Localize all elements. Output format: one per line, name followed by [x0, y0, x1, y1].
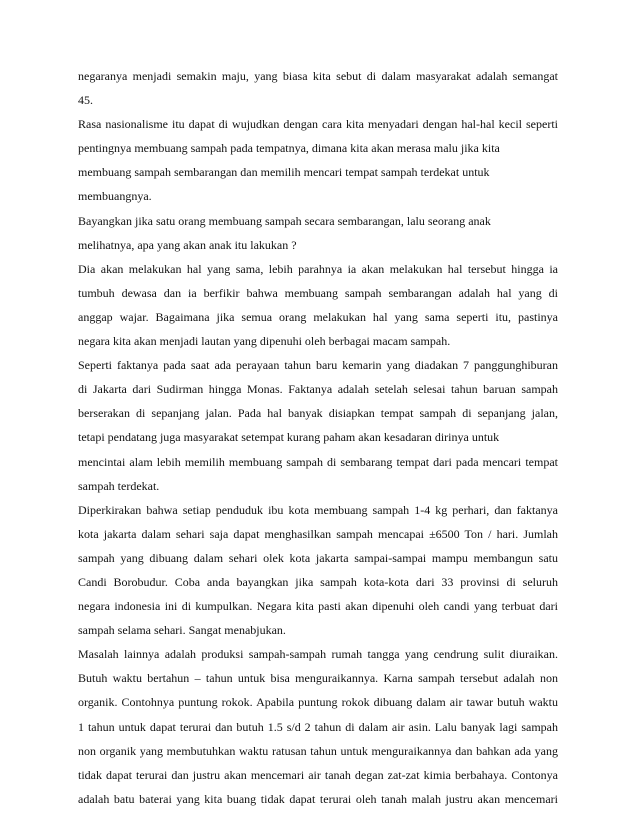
text-line: 1 tahun untuk dapat terurai dan butuh 1.5 s/d 2 tahun di dalam air asin. Lalu banyak lagi sampah	[78, 719, 558, 734]
text-line: tidak dapat terurai dan justru akan mencemari air tanah degan zat-zat kimia berbahaya. Contonya	[78, 767, 558, 782]
text-line: pentingnya membuang sampah pada tempatnya, dimana kita akan merasa malu jika kita	[78, 141, 500, 156]
text-line: mencintai alam lebih memilih membuang sampah di sembarang tempat dari pada mencari tempat	[78, 454, 558, 469]
text-line: organik. Contohnya puntung rokok. Apabila puntung rokok dibuang dalam air tawar butuh waktu	[78, 695, 558, 710]
text-line: Butuh waktu bertahun – tahun untuk bisa menguraikannya. Karna sampah tersebut adalah non	[78, 671, 558, 686]
text-line: sampah terdekat.	[78, 478, 160, 493]
text-line: anggap wajar. Bagaimana jika semua orang melakukan hal yang sama seperti itu, pastinya	[78, 309, 558, 324]
text-line: sampah yang dibuang dalam sehari olek kota jakarta sampai-sampai mampu membangun satu	[78, 550, 558, 565]
text-line: Diperkirakan bahwa setiap penduduk ibu kota membuang sampah 1-4 kg perhari, dan faktanya	[78, 502, 558, 517]
body-text	[78, 64, 558, 811]
text-line: sampah selama sehari. Sangat menabjukan.	[78, 623, 286, 638]
text-line: Candi Borobudur. Coba anda bayangkan jika sampah kota-kota dari 33 provinsi di seluruh	[78, 574, 558, 589]
text-line: tumbuh dewasa dan ia berfikir bahwa membuang sampah sembarangan adalah hal yang di	[78, 285, 558, 300]
text-line: Masalah lainnya adalah produksi sampah-sampah rumah tangga yang cendrung sulit diuraikan.	[78, 647, 558, 662]
text-line: berserakan di sepanjang jalan. Pada hal banyak disiapkan tempat sampah di sepanjang jalan,	[78, 406, 558, 421]
text-line: tetapi pendatang juga masyarakat setempat kurang paham akan kesadaran dirinya untuk	[78, 430, 500, 445]
text-line: Seperti faktanya pada saat ada perayaan tahun baru kemarin yang diadakan 7 panggunghiburan	[78, 358, 558, 373]
text-line: 45.	[78, 93, 93, 108]
text-line: Dia akan melakukan hal yang sama, lebih parahnya ia akan melakukan hal tersebut hingga ia	[78, 261, 558, 276]
text-line: non organik yang membutuhkan waktu ratusan tahun untuk menguraikannya dan bahkan ada yang	[78, 743, 558, 758]
text-line: Rasa nasionalisme itu dapat di wujudkan dengan cara kita menyadari dengan hal-hal kecil seperti	[78, 117, 558, 132]
text-line: negara kita akan menjadi lautan yang dipenuhi oleh berbagai macam sampah.	[78, 334, 451, 349]
text-line: negara indonesia ini di kumpulkan. Negara kita pasti akan dipenuhi oleh candi yang terbuat dari	[78, 599, 558, 614]
text-line: Bayangkan jika satu orang membuang sampah secara sembarangan, lalu seorang anak	[78, 213, 491, 228]
text-line: adalah batu baterai yang kita buang tidak dapat terurai oleh tanah malah justru akan mencemari	[78, 791, 558, 806]
text-line: membuang sampah sembarangan dan memilih mencari tempat sampah terdekat untuk	[78, 165, 490, 180]
text-line: negaranya menjadi semakin maju, yang biasa kita sebut di dalam masyarakat adalah semangat	[78, 69, 558, 83]
text-line: kota jakarta dalam sehari saja dapat menghasilkan sampah mencapai ±6500 Ton / hari. Jumlah	[78, 526, 558, 541]
text-line: membuangnya.	[78, 189, 152, 204]
text-line: di Jakarta dari Sudirman hingga Monas. Faktanya adalah setelah selesai tahun baruan sampah	[78, 382, 558, 397]
text-line: melihatnya, apa yang akan anak itu lakukan ?	[78, 237, 297, 252]
